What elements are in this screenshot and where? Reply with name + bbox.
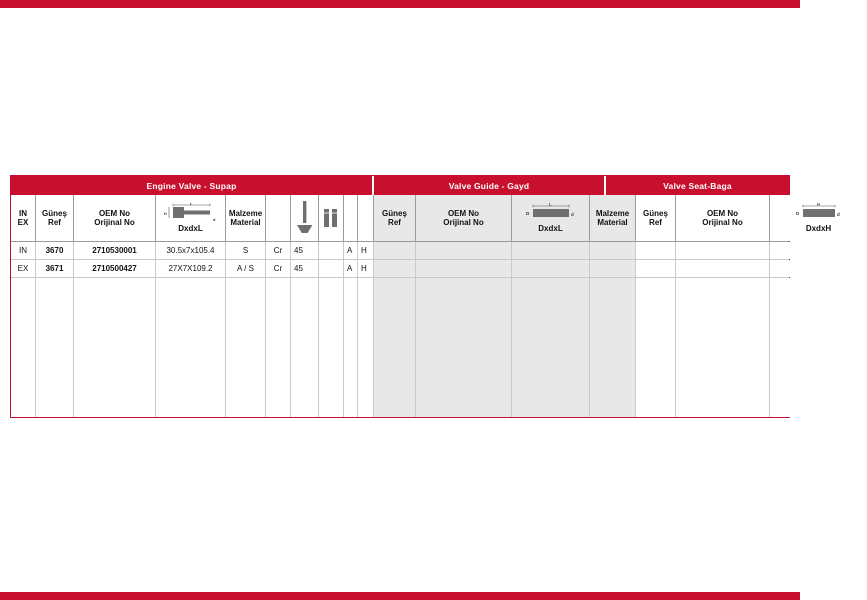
column-header-guide-gunes-label: Güneş xyxy=(382,208,407,218)
cell-h: H xyxy=(358,260,374,277)
cell-seat-dimension xyxy=(770,242,867,259)
cell-guide-malzeme xyxy=(590,260,636,277)
table-row[interactable] xyxy=(11,260,789,278)
cell-valve-dimension: 27X7X109.2 xyxy=(156,260,226,277)
cell-seat-gunes-ref xyxy=(636,242,676,259)
table-body xyxy=(11,242,789,417)
cell-oem-no: 2710530001 xyxy=(74,242,156,259)
column-header-guide-orijinal-label: Orijinal No xyxy=(443,218,484,227)
svg-text:D: D xyxy=(163,210,167,216)
group-header-engine-valve: Engine Valve - Supap xyxy=(11,176,374,195)
column-header-guide-gunes-ref xyxy=(374,195,416,241)
empty-cell-stem xyxy=(319,278,344,417)
svg-text:d: d xyxy=(570,211,574,217)
column-header-dxdxh-label: DxdxH xyxy=(805,223,832,233)
column-header-cr xyxy=(266,195,291,241)
svg-text:D: D xyxy=(795,210,799,216)
column-header-in-ex xyxy=(11,195,36,241)
top-accent-bar xyxy=(0,0,800,8)
valve-dimension-icon xyxy=(163,200,219,223)
cell-angle: 45 xyxy=(291,242,319,259)
valve-stem-icon xyxy=(321,207,341,229)
table-group-header-row xyxy=(11,176,789,195)
empty-cell-guide-dimension xyxy=(512,278,590,417)
empty-cell-malzeme xyxy=(226,278,266,417)
column-header-seat-oem-label: OEM No xyxy=(706,208,739,218)
column-header-valve-angle xyxy=(291,195,319,241)
cell-in-ex: EX xyxy=(11,260,36,277)
column-header-in-label: IN xyxy=(19,208,27,218)
column-header-guide-material-label: Material xyxy=(597,218,628,227)
seat-dimension-icon xyxy=(789,203,849,223)
column-header-seat-orijinal-label: Orijinal No xyxy=(702,218,743,227)
cell-guide-oem-no xyxy=(416,260,512,277)
column-header-orijinal-label: Orijinal No xyxy=(94,218,135,227)
column-header-valve-stem xyxy=(319,195,344,241)
cell-malzeme: S xyxy=(226,242,266,259)
empty-cell-gunes-ref xyxy=(36,278,74,417)
group-header-valve-seat: Valve Seat-Baga xyxy=(606,176,789,195)
cell-seat-dimension xyxy=(770,260,867,277)
valve-angle-icon xyxy=(294,201,316,235)
column-header-ref-label: Ref xyxy=(48,218,61,227)
cell-stem xyxy=(319,260,344,277)
bottom-accent-bar xyxy=(0,592,800,600)
svg-text:L: L xyxy=(548,201,551,207)
empty-cell-cr xyxy=(266,278,291,417)
cell-guide-oem-no xyxy=(416,242,512,259)
column-header-guide-dxdxl-label: DxdxL xyxy=(538,223,563,233)
empty-cell-angle xyxy=(291,278,319,417)
table-column-header-row xyxy=(11,195,840,242)
empty-cell-seat-gunes-ref xyxy=(636,278,676,417)
cell-a: A xyxy=(344,242,358,259)
empty-cell-guide-malzeme xyxy=(590,278,636,417)
column-header-seat-oem-no xyxy=(676,195,770,241)
cell-guide-gunes-ref xyxy=(374,242,416,259)
column-header-oem-no xyxy=(74,195,156,241)
svg-text:d: d xyxy=(836,211,840,217)
empty-cell-guide-gunes-ref xyxy=(374,278,416,417)
svg-text:d: d xyxy=(212,216,215,222)
empty-cell-in-ex xyxy=(11,278,36,417)
column-header-gunes-ref xyxy=(36,195,74,241)
table-row[interactable] xyxy=(11,242,789,260)
cell-guide-gunes-ref xyxy=(374,260,416,277)
column-header-guide-malzeme xyxy=(590,195,636,241)
cell-seat-oem-no xyxy=(676,260,770,277)
cell-gunes-ref: 3670 xyxy=(36,242,74,259)
column-header-dxdxl-label: DxdxL xyxy=(178,223,203,233)
column-header-gunes-label: Güneş xyxy=(42,208,67,218)
column-header-guide-oem-no xyxy=(416,195,512,241)
cell-in-ex: IN xyxy=(11,242,36,259)
parts-table xyxy=(10,175,840,418)
column-header-a xyxy=(344,195,358,241)
column-header-malzeme-label: Malzeme xyxy=(228,208,263,218)
table-empty-area xyxy=(11,278,789,417)
guide-dimension-icon xyxy=(521,203,581,223)
svg-text:H: H xyxy=(816,201,820,207)
column-header-seat-gunes-ref xyxy=(636,195,676,241)
cell-oem-no: 2710500427 xyxy=(74,260,156,277)
column-header-material-label: Material xyxy=(230,218,261,227)
empty-cell-h xyxy=(358,278,374,417)
cell-seat-oem-no xyxy=(676,242,770,259)
column-header-seat-dimension xyxy=(770,195,867,241)
cell-guide-dimension xyxy=(512,260,590,277)
svg-text:L: L xyxy=(189,200,192,206)
column-header-seat-gunes-label: Güneş xyxy=(643,208,668,218)
cell-guide-dimension xyxy=(512,242,590,259)
column-header-seat-ref-label: Ref xyxy=(649,218,662,227)
svg-text:D: D xyxy=(525,210,529,216)
cell-valve-dimension: 30.5x7x105.4 xyxy=(156,242,226,259)
empty-cell-seat-dimension xyxy=(770,278,867,417)
empty-cell-oem-no xyxy=(74,278,156,417)
group-header-valve-guide: Valve Guide - Gayd xyxy=(374,176,606,195)
cell-cr: Cr xyxy=(266,260,291,277)
empty-cell-guide-oem-no xyxy=(416,278,512,417)
cell-seat-gunes-ref xyxy=(636,260,676,277)
column-header-guide-dimension xyxy=(512,195,590,241)
column-header-ex-label: EX xyxy=(17,218,29,227)
cell-h: H xyxy=(358,242,374,259)
cell-malzeme: A / S xyxy=(226,260,266,277)
cell-gunes-ref: 3671 xyxy=(36,260,74,277)
column-header-h xyxy=(358,195,374,241)
empty-cell-seat-oem-no xyxy=(676,278,770,417)
cell-guide-malzeme xyxy=(590,242,636,259)
empty-cell-valve-dimension xyxy=(156,278,226,417)
cell-angle: 45 xyxy=(291,260,319,277)
cell-cr: Cr xyxy=(266,242,291,259)
column-header-valve-dimension xyxy=(156,195,226,241)
empty-cell-a xyxy=(344,278,358,417)
column-header-oem-label: OEM No xyxy=(98,208,131,218)
column-header-guide-ref-label: Ref xyxy=(388,218,401,227)
column-header-malzeme xyxy=(226,195,266,241)
column-header-guide-malzeme-label: Malzeme xyxy=(595,208,630,218)
cell-stem xyxy=(319,242,344,259)
column-header-guide-oem-label: OEM No xyxy=(447,208,480,218)
cell-a: A xyxy=(344,260,358,277)
